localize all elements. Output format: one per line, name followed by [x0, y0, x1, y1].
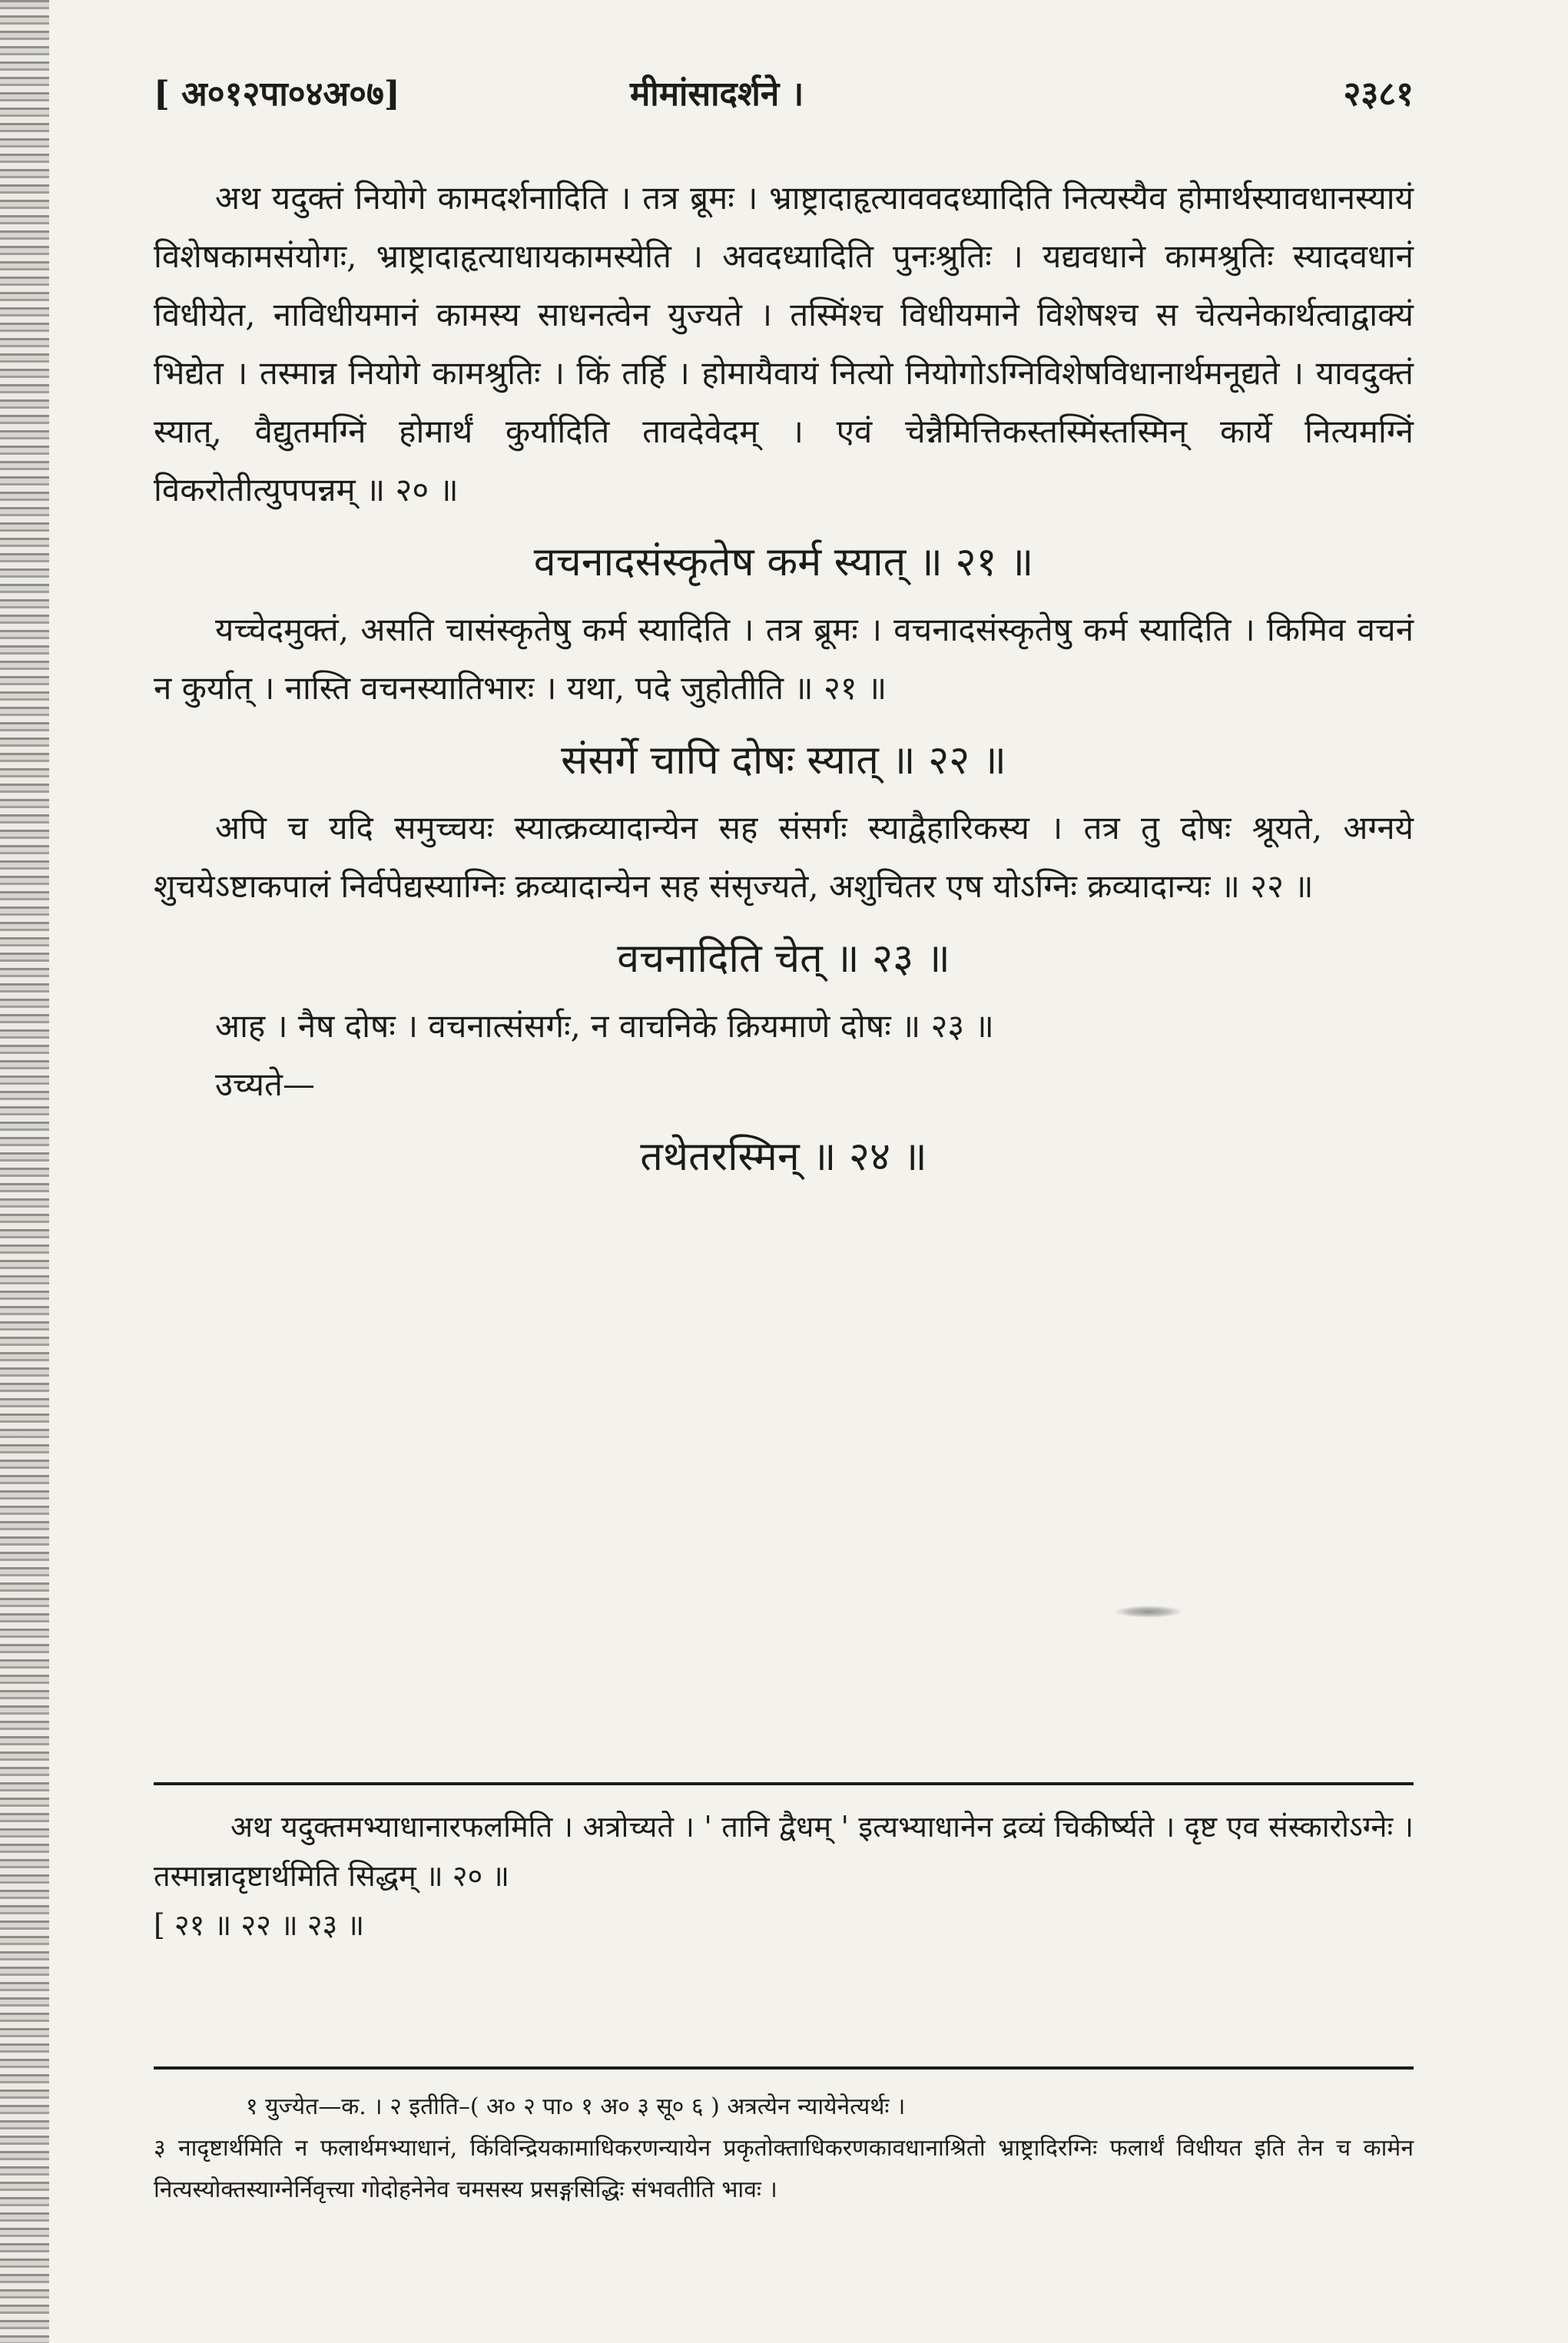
footnote-3: ३ नादृष्टार्थमिति न फलार्थमभ्याधानं, किंविन्द्रियकामाधिकरणन्यायेन प्रकृतोक्ताधिकरणकावधानाश्रितो भ्राष्ट्रादिरग्निः फलार्थं विधीयत इति तेन च कामेन नित्यस्योक्तस्याग्नेर्निवृत्त्या गोदोहनेनेव चमसस्य प्रसङ्गसिद्धिः संभवतीति भावः ।: [154, 2135, 1414, 2203]
footnotes-section: [154, 2066, 1414, 2211]
bhashya-paragraph-21: यच्चेदमुक्तं, असति चासंस्कृतेषु कर्म स्यादिति । तत्र ब्रूमः । वचनादसंस्कृतेषु कर्म स्यादिति । किमिव वचनं न कुर्यात् । नास्ति वचनस्यातिभारः । यथा, पदे जुहोतीति ॥ २१ ॥: [154, 611, 1414, 707]
running-title: मीमांसादर्शने ।: [630, 75, 804, 114]
running-header: [154, 54, 1414, 138]
sutra-23: वचनादिति चेत् ॥ २३ ॥: [617, 936, 950, 982]
footnote-1: १ युज्येत—क. । २ इतीति–( अ० २ पा० १ अ० ३ सू० ६ ) अत्रत्येन न्यायेनेत्यर्थः ।: [246, 2093, 906, 2120]
scan-edge: [0, 0, 49, 2343]
book-page: [154, 54, 1414, 2203]
commentary-section: [154, 1782, 1414, 1950]
sutra-24: तथेतरस्मिन् ॥ २४ ॥: [640, 1134, 927, 1180]
page-number: २३८१: [1343, 75, 1414, 114]
uchyate-line: उच्यते—: [215, 1065, 315, 1103]
commentary-line: अथ यदुक्तमभ्याधानारफलमिति । अत्रोच्यते । ' तानि द्वैधम् ' इत्यभ्याधानेन द्रव्यं चिकीर्ष्यते । दृष्ट एव संस्कारोऽग्नेः । तस्मान्नादृष्टार्थमिति सिद्धम् ॥ २० ॥: [154, 1810, 1414, 1893]
main-text: [154, 169, 1414, 1195]
bhashya-paragraph-22: अपि च यदि समुच्चयः स्यात्क्रव्यादान्येन सह संसर्गः स्याद्वैहारिकस्य । तत्र तु दोषः श्रूयते, अग्नये शुचयेऽष्टाकपालं निर्वपेद्यस्याग्निः क्रव्यादान्येन सह संसृज्यते, अशुचितर एष योऽग्निः क्रव्यादान्यः ॥ २२ ॥: [154, 809, 1414, 905]
commentary-line-sutra-numbers: [ २१ ॥ २२ ॥ २३ ॥: [154, 1908, 365, 1942]
bhashya-paragraph-20: अथ यदुक्तं नियोगे कामदर्शनादिति । तत्र ब्रूमः । भ्राष्ट्रादाहृत्याववदध्यादिति नित्यस्यैव होमार्थस्यावधानस्यायं विशेषकामसंयोगः, भ्राष्ट्रादाहृत्याधायकामस्येति । अवदध्यादिति पुनःश्रुतिः । यद्यवधाने कामश्रुतिः स्यादवधानं विधीयेत, नाविधीयमानं कामस्य साधनत्वेन युज्यते । तस्मिंश्च विधीयमाने विशेषश्च स चेत्यनेकार्थत्वाद्वाक्यं भिद्येत । तस्मान्न नियोगे कामश्रुतिः । किं तर्हि । होमायैवायं नित्यो नियोगोऽग्निविशेषविधानार्थमनूद्यते । यावदुक्तं स्यात्, वैद्युतमग्निं होमार्थं कुर्यादिति तावदेवेदम् । एवं चेन्नैमित्तिकस्तस्मिंस्तस्मिन् कार्ये नित्यमग्निं विकरोतीत्युपपन्नम् ॥ २० ॥: [154, 179, 1414, 509]
bhashya-paragraph-23: आह । नैष दोषः । वचनात्संसर्गः, न वाचनिके क्रियमाणे दोषः ॥ २३ ॥: [215, 1007, 994, 1045]
sutra-22: संसर्गे चापि दोषः स्यात् ॥ २२ ॥: [561, 737, 1006, 784]
ink-smudge: [1114, 1606, 1183, 1618]
sutra-21: वचनादसंस्कृतेष कर्म स्यात् ॥ २१ ॥: [533, 539, 1034, 585]
chapter-reference: [ अ०१२पा०४अ०७]: [154, 75, 400, 114]
